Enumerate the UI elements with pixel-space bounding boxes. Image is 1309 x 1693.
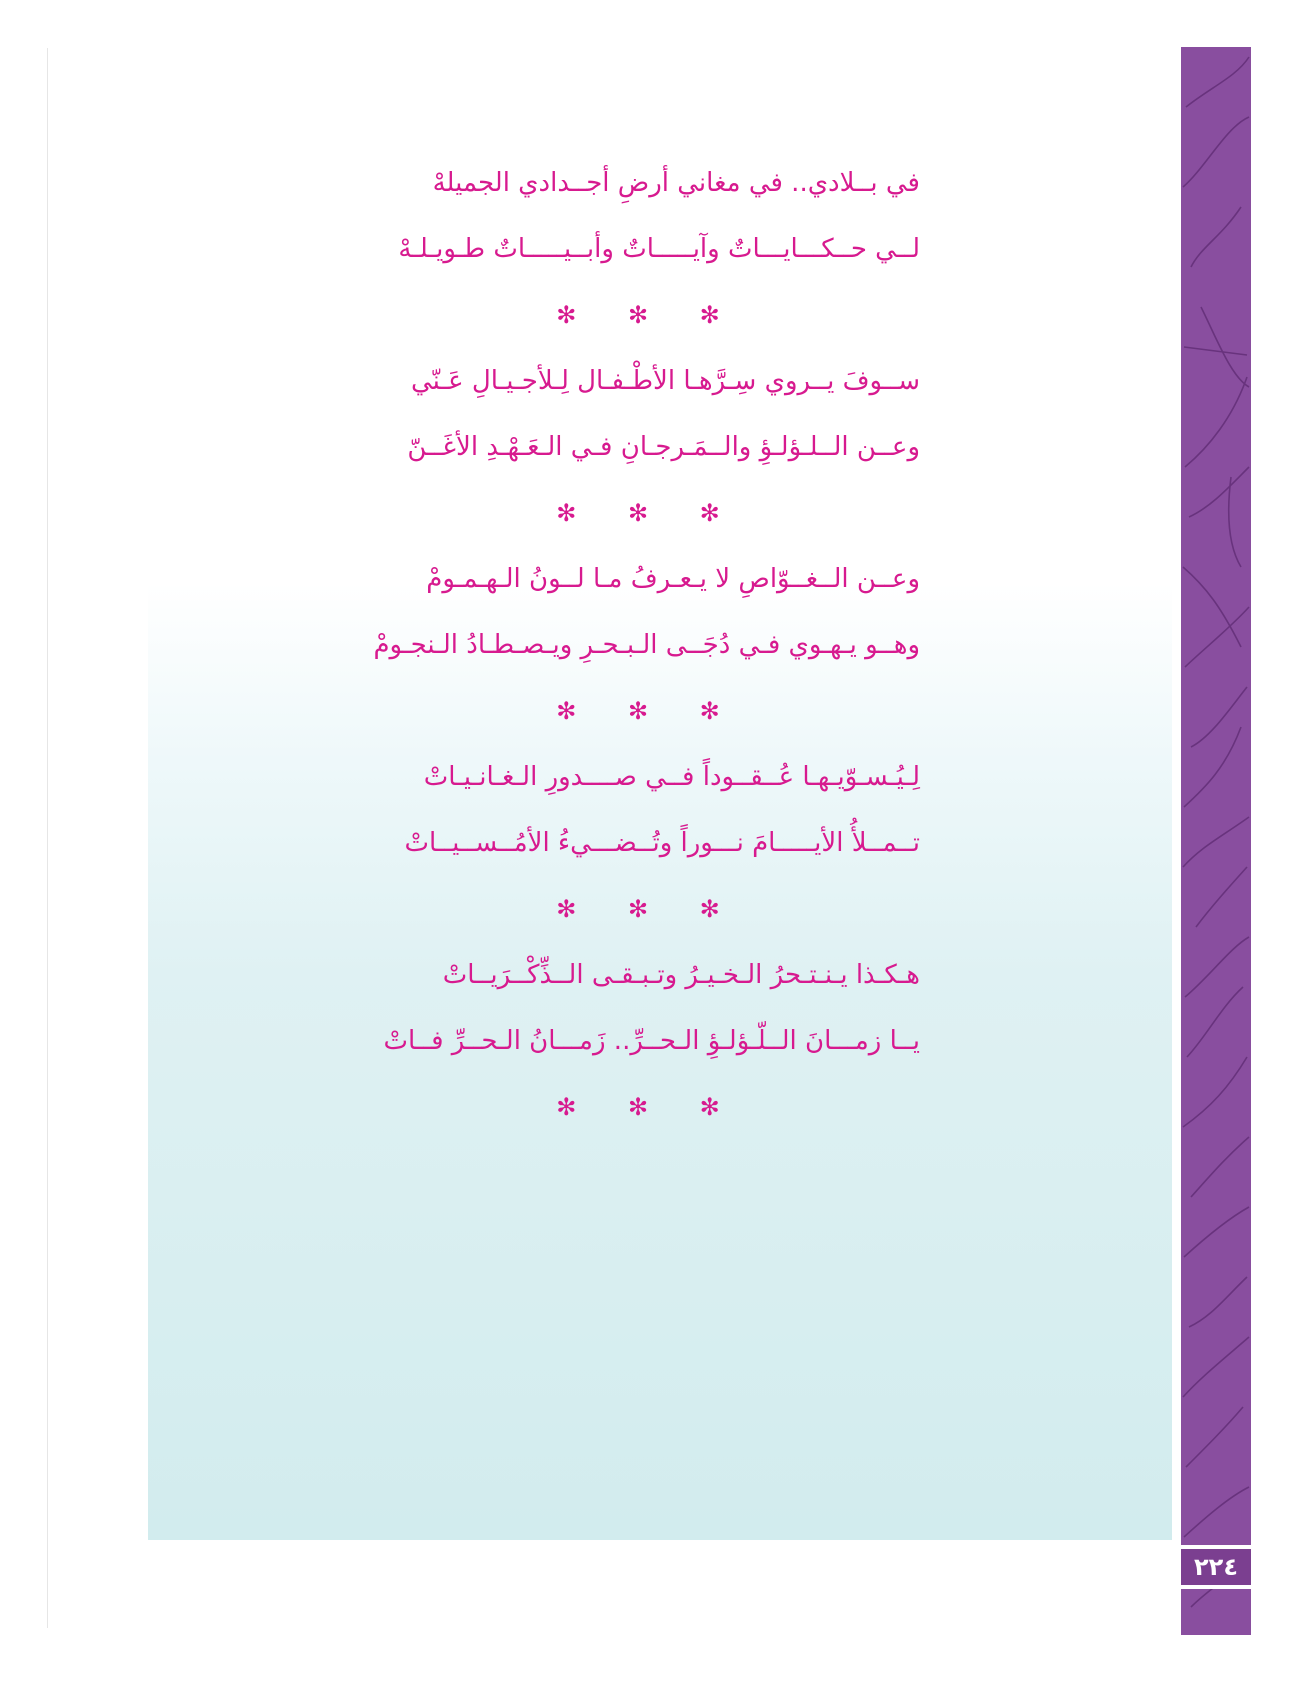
poem bbox=[360, 150, 920, 1140]
verse-line: ســوفَ يــروي سِـرَّهـا الأطْـفـال لِـلأجـيـالِ عَـنّي bbox=[410, 366, 920, 396]
verse-line: وعــن الــغــوّاصِ لا يـعـرفُ مـا لــونُ الـهـمـومْ bbox=[426, 564, 920, 594]
stanza-separator: ✻ ✻ ✻ bbox=[556, 697, 742, 725]
stanza-separator: ✻ ✻ ✻ bbox=[556, 499, 742, 527]
verse-line: وهــو يـهـوي فـي دُجَــى الـبـحـرِ ويـصـطـادُ الـنجـومْ bbox=[373, 630, 920, 660]
verse-line: تــمــلأُ الأيـــــامَ نـــوراً وتُــضـــيءُ الأمُــســيــاتْ bbox=[404, 828, 920, 858]
decorative-side-band bbox=[1181, 47, 1251, 1635]
decorative-lines bbox=[1181, 47, 1251, 1635]
verse-line: وعــن الــلـؤلـؤِ والــمَـرجـانِ فـي الـعَـهْـدِ الأغَــنّ bbox=[407, 432, 920, 462]
page-number: ٢٢٤ bbox=[1181, 1545, 1251, 1589]
stanza-separator: ✻ ✻ ✻ bbox=[556, 1093, 742, 1121]
verse-line: يــا زمـــانَ الــلّـؤلـؤِ الـحــرِّ.. زَمـــانُ الـحــرِّ فــاتْ bbox=[383, 1026, 920, 1056]
verse-line: لــي حــكـــايـــاتٌ وآيـــــاتٌ وأبــيـــــاتٌ طـويـلـهْ bbox=[398, 234, 920, 264]
verse-line: في بــلادي.. في مغاني أرضِ أجــدادي الجميلهْ bbox=[432, 168, 920, 198]
verse-line: هـكـذا يـنـتـحرُ الـخـيـرُ وتـبـقـى الــذِّكْــرَيــاتْ bbox=[442, 960, 920, 990]
stanza-separator: ✻ ✻ ✻ bbox=[556, 301, 742, 329]
stanza-separator: ✻ ✻ ✻ bbox=[556, 895, 742, 923]
page-fold-line bbox=[47, 48, 48, 1628]
verse-line: لِـيُـسـوّيـهـا عُــقــوداً فــي صــــدورِ الـغـانـيـاتْ bbox=[423, 762, 920, 792]
